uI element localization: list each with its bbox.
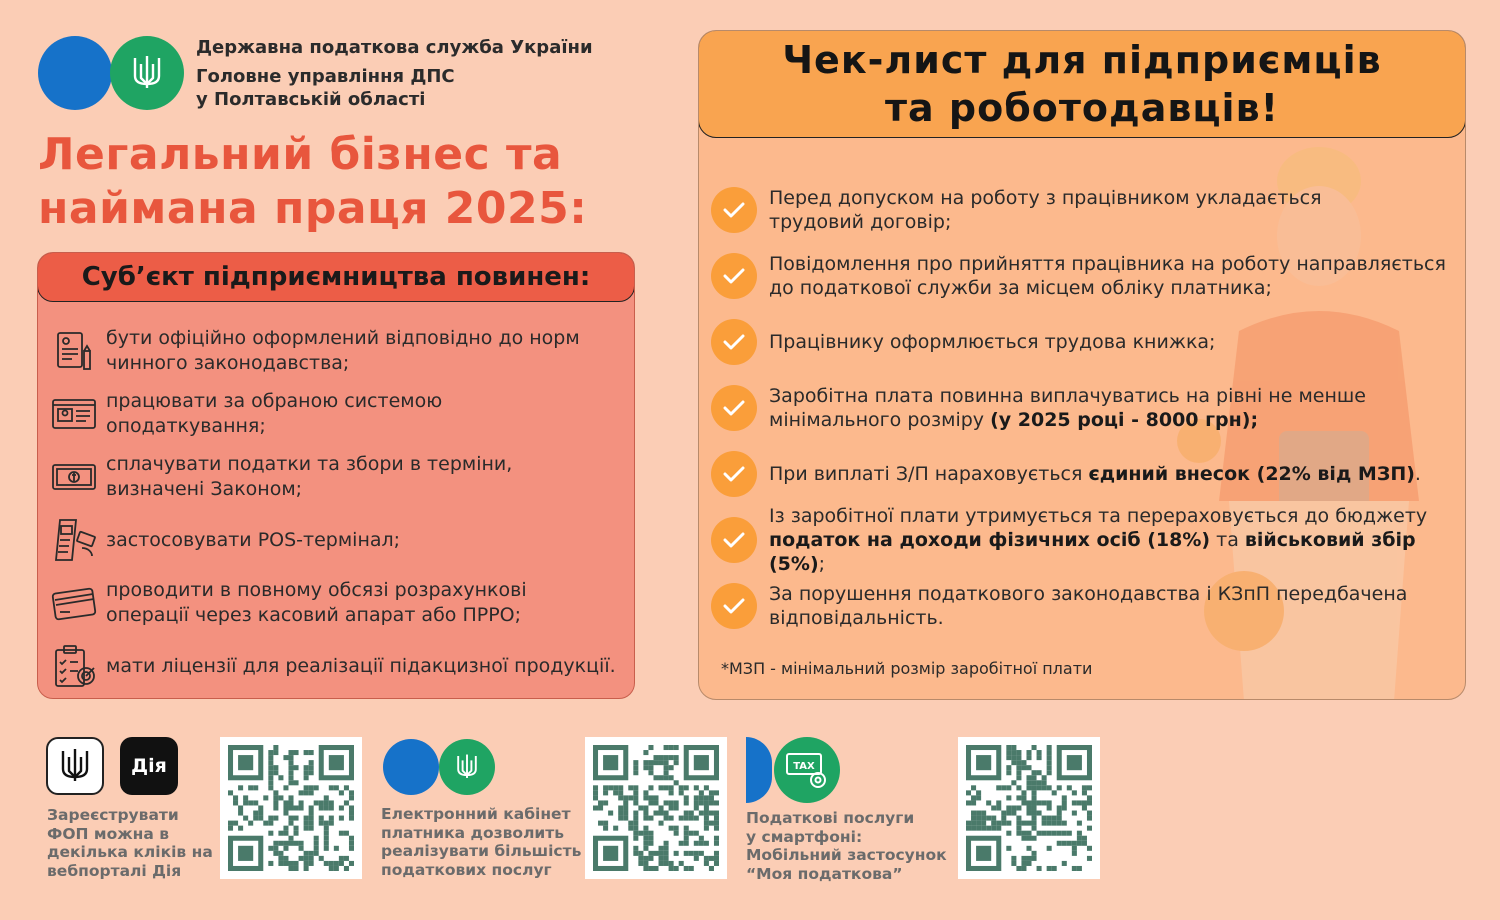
checklist-item — [711, 177, 1461, 243]
tax-document-icon — [784, 750, 830, 790]
org-department-line: Головне управління ДПС — [196, 66, 455, 87]
checklist-text: При виплаті З/П нараховується — [769, 463, 1089, 485]
caption-line: податкових послуг — [381, 860, 552, 879]
checklist-text: Повідомлення про прийняття працівника на роботу направляється до податкової служби за місцем обліку платника; — [769, 253, 1446, 299]
checklist-item — [711, 375, 1461, 441]
checklist-text: Перед допуском на роботу з працівником укладається трудовий договір; — [769, 187, 1322, 233]
checkmark-icon — [711, 451, 757, 497]
trident-icon — [60, 747, 90, 785]
checklist-text: За порушення податкового законодавства і КЗпП передбачена відповідальність. — [769, 583, 1408, 629]
gov-trident-badge — [46, 737, 104, 795]
caption-line: вебпорталі Дія — [47, 861, 182, 880]
trident-icon — [132, 54, 162, 92]
checklist-emphasis: військовий збір (5%) — [769, 529, 1416, 575]
checklist-text: . — [1414, 463, 1421, 485]
caption-line: Електронний кабінет — [381, 805, 571, 823]
checklist-text: Із заробітної плати утримується та перераховується до бюджету — [769, 505, 1428, 527]
logo-green-circle — [439, 739, 495, 795]
page-title — [38, 128, 658, 236]
caption-line: Зареєструвати — [47, 806, 179, 824]
checklist-item — [711, 243, 1461, 309]
duty-text: проводити в повному обсязі розрахункові — [106, 579, 527, 601]
checklist-emphasis: (у 2025 році - 8000 грн); — [990, 409, 1259, 431]
organization-name — [196, 36, 593, 111]
checklist-heading-line: та роботодавців! — [885, 86, 1279, 130]
trident-icon — [456, 753, 478, 781]
checkmark-icon — [711, 583, 757, 629]
duty-text: мати ліцензії для реалізації підакцизної продукції. — [106, 654, 616, 677]
logo-green-circle — [774, 737, 840, 803]
checklist-text: Працівнику оформлюється трудова книжка; — [769, 331, 1216, 353]
footnote: *МЗП - мінімальний розмір заробітної плати — [721, 659, 1093, 678]
duty-text: операції через касовий апарат або ПРРО; — [106, 604, 522, 626]
title-line: наймана праця 2025: — [38, 183, 588, 234]
employer-checklist-panel — [698, 30, 1466, 700]
electronic-cabinet-logo — [383, 739, 497, 795]
list-item — [50, 321, 630, 381]
caption-line: Мобільний застосунок — [746, 846, 947, 864]
checkmark-icon — [711, 319, 757, 365]
org-name-line: Державна податкова служба України — [196, 37, 593, 58]
duty-text: застосовувати POS-термінал; — [106, 528, 401, 551]
diya-caption — [47, 806, 213, 880]
checklist-item — [711, 309, 1461, 375]
qr-code-image — [966, 745, 1092, 871]
checklist-emphasis: єдиний внесок (22% від МЗП) — [1088, 463, 1415, 485]
checklist-text: ; — [818, 553, 826, 575]
checklist-heading-line: Чек-лист для підприємців — [782, 38, 1382, 82]
caption-line: ФОП можна в — [47, 824, 170, 843]
logo-blue-circle — [38, 36, 112, 110]
logo-green-circle — [110, 36, 184, 110]
checklist-text: Заробітна плата повинна виплачуватись на рівні не менше мінімального розміру — [769, 385, 1366, 431]
id-card-icon — [50, 390, 98, 438]
duty-text: бути офіційно оформлений відповідно до норм — [106, 327, 580, 349]
list-item — [50, 636, 630, 696]
checklist-text: та — [1210, 529, 1245, 551]
entrepreneur-duties-panel — [37, 252, 635, 699]
list-item — [50, 510, 630, 570]
duties-heading: Суб’єкт підприємництва повинен: — [37, 252, 635, 302]
checklist-item — [711, 573, 1461, 639]
caption-line: платника дозволить — [381, 823, 565, 842]
caption-line: Податкові послуги — [746, 809, 915, 827]
caption-line: реалізувати більшість — [381, 842, 582, 860]
list-item — [50, 447, 630, 507]
pos-terminal-icon — [50, 516, 98, 564]
cabinet-caption — [381, 805, 581, 879]
checklist-item — [711, 507, 1461, 573]
caption-line: “Моя податкова” — [746, 864, 903, 883]
duty-text: оподаткування; — [106, 415, 266, 437]
my-tax-caption — [746, 809, 947, 883]
duty-text: чинного законодавства; — [106, 352, 350, 374]
clipboard-target-icon — [50, 642, 98, 690]
checkmark-icon — [711, 253, 757, 299]
duties-list — [50, 321, 630, 699]
duty-text: сплачувати податки та збори в терміни, — [106, 453, 513, 475]
checkmark-icon — [711, 517, 757, 563]
checklist — [711, 177, 1461, 639]
my-tax-qr-code[interactable] — [958, 737, 1100, 879]
credit-card-icon — [50, 579, 98, 627]
logo-blue-circle — [383, 739, 439, 795]
list-item — [50, 573, 630, 633]
checklist-heading — [698, 30, 1466, 138]
qr-code-image — [228, 745, 354, 871]
checkmark-icon — [711, 385, 757, 431]
diya-logo: Дія — [120, 737, 178, 795]
diya-qr-code[interactable] — [220, 737, 362, 879]
dps-logo — [38, 36, 186, 110]
caption-line: у смартфоні: — [746, 827, 863, 846]
checklist-emphasis: податок на доходи фізичних осіб (18%) — [769, 529, 1211, 551]
my-tax-app-logo — [746, 737, 840, 803]
document-icon — [50, 327, 98, 375]
banknote-icon — [50, 453, 98, 501]
duty-text: працювати за обраною системою — [106, 390, 443, 412]
list-item — [50, 384, 630, 444]
caption-line: декілька кліків на — [47, 843, 213, 861]
qr-code-image — [593, 745, 719, 871]
org-region-line: у Полтавській області — [196, 89, 426, 110]
duty-text: визначені Законом; — [106, 478, 303, 500]
logo-blue-half-circle — [746, 737, 772, 803]
cabinet-qr-code[interactable] — [585, 737, 727, 879]
tax-badge-text: TAX — [793, 761, 815, 772]
title-line: Легальний бізнес та — [38, 129, 563, 180]
checklist-item — [711, 441, 1461, 507]
checkmark-icon — [711, 187, 757, 233]
